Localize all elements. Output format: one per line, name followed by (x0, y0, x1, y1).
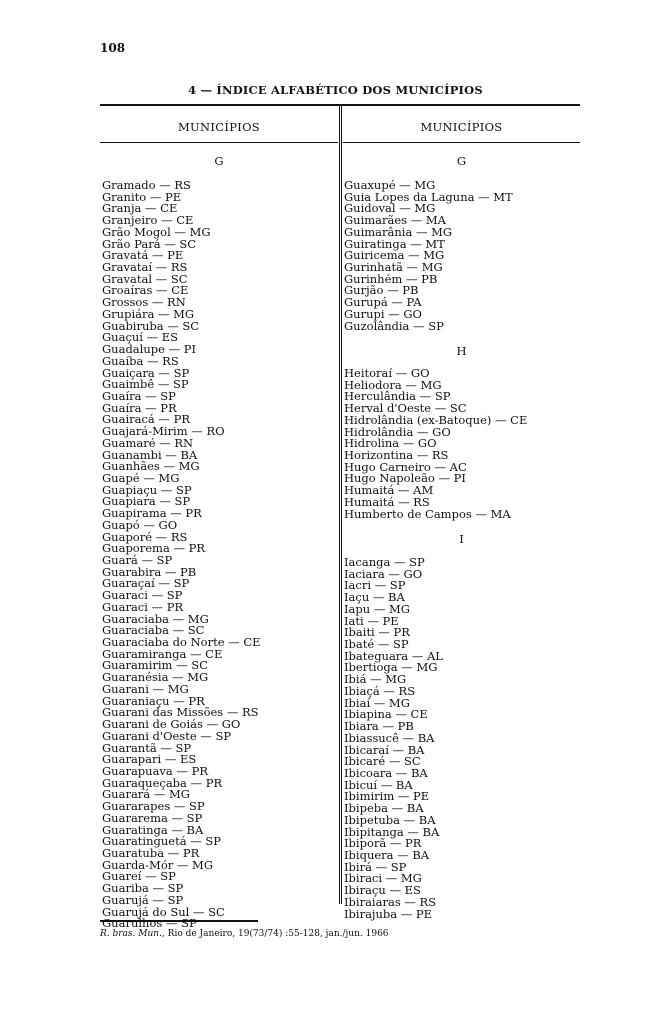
list-item: Guapiara — SP (102, 494, 191, 509)
left-municipality-list (102, 180, 261, 930)
header-rule-left (100, 142, 338, 143)
list-item: Guará — SP (102, 553, 173, 567)
list-item: Ibateguara — AL (344, 648, 443, 663)
list-item: Guimarânia — MG (344, 224, 453, 239)
list-item: Ibipitanga — BA (344, 824, 440, 839)
list-item: Guapiaçu — SP (102, 482, 192, 497)
column-header-left: MUNICÍPIOS (177, 120, 260, 134)
list-item: Horizontina — RS (344, 448, 449, 463)
section-letter-g-left: G (214, 154, 224, 168)
list-item: Guaíra — PR (102, 400, 177, 415)
list-item: Gurinhém — PB (344, 271, 438, 286)
list-item: Guadalupe — PI (102, 342, 197, 357)
section-letter-h: H (456, 344, 467, 358)
list-item: Guaraniaçu — PR (102, 693, 205, 708)
list-item: Humaitá — RS (344, 494, 430, 509)
list-item: Guidoval — MG (344, 201, 436, 216)
list-item: Granja — CE (102, 201, 178, 216)
list-item: Guaraci — SP (102, 588, 183, 603)
list-item: Ibiaçá — RS (344, 683, 416, 698)
column-divider (339, 104, 340, 904)
list-item: Ibirajuba — PE (344, 906, 433, 921)
list-item: Guaramirim — SC (102, 658, 208, 673)
list-item: Ibirá — SP (344, 859, 407, 874)
list-item: Guanhães — MG (102, 459, 200, 474)
list-item: Guararapes — SP (102, 799, 205, 814)
list-item: Grossos — RN (102, 295, 186, 310)
list-item: Guimarães — MA (344, 213, 446, 228)
list-item: Ibicuí — BA (344, 777, 413, 792)
list-item: Humaitá — AM (344, 483, 434, 498)
list-item: Hugo Napoleão — PI (344, 471, 466, 486)
list-item: Guaporé — RS (102, 529, 188, 544)
list-item: Guarani de Goiás — GO (102, 717, 241, 732)
list-item: Iacanga — SP (344, 555, 425, 569)
list-item: Grão Mogol — MG (102, 224, 211, 239)
list-item: Ibicaraí — BA (344, 742, 425, 757)
list-item: Granjeiro — CE (102, 213, 194, 228)
list-item: Grão Pará — SC (102, 236, 197, 251)
list-item: Ibiapina — CE (344, 707, 428, 722)
list-item: Guaraciaba — MG (102, 611, 209, 626)
list-item: Ibiara — PB (344, 719, 414, 734)
list-item: Ibicaré — SC (344, 754, 421, 769)
column-divider-second-line (341, 104, 342, 904)
list-item: Herval d'Oeste — SC (344, 401, 467, 416)
page-number: 108 (100, 41, 126, 55)
list-item: Gravatá — PE (102, 248, 184, 263)
footer-rule (100, 920, 258, 922)
list-item: Guaratinga — BA (102, 822, 204, 837)
list-item: Guiricema — MG (344, 248, 445, 263)
list-item: Guaraqueçaba — PR (102, 775, 223, 790)
list-item: Grupiára — MG (102, 306, 195, 321)
list-item: Guapó — GO (102, 517, 178, 532)
list-item: Guaíra — SP (102, 388, 176, 403)
list-item: Ibiraci — MG (344, 871, 422, 886)
list-item: Guarapuava — PR (102, 763, 208, 778)
list-item: Guaimbê — SP (102, 377, 189, 392)
list-item: Ibimirim — PE (344, 789, 430, 804)
list-item: Hidrolândia (ex-Batoque) — CE (344, 412, 528, 427)
list-item: Ibipetuba — BA (344, 812, 436, 827)
list-item: Guarani — MG (102, 681, 189, 696)
list-item: Ibiaí — MG (344, 695, 410, 710)
list-item: Guarará — MG (102, 787, 190, 802)
list-item: Hidrolândia — GO (344, 424, 451, 439)
header-rule-right (343, 142, 580, 143)
list-item: Guia Lopes da Laguna — MT (344, 189, 513, 204)
list-item: Guapirama — PR (102, 506, 202, 521)
list-item: Iapu — MG (344, 601, 410, 616)
list-item: Guarapari — ES (102, 752, 197, 767)
list-item: Ibertioga — MG (344, 660, 438, 675)
list-item: Guarani d'Oeste — SP (102, 728, 232, 743)
page-title: 4 — ÍNDICE ALFABÉTICO DOS MUNICÍPIOS (188, 83, 483, 97)
list-item: Ibipeba — BA (344, 801, 424, 816)
list-item: Ibiquera — BA (344, 847, 430, 862)
list-item: Humberto de Campos — MA (344, 506, 511, 521)
list-item: Ibiraçu — ES (344, 883, 421, 898)
column-header-right: MUNICÍPIOS (420, 120, 503, 134)
list-item: Guairacá — PR (102, 412, 190, 427)
list-item: Hugo Carneiro — AC (344, 459, 467, 474)
list-item: Iati — PE (344, 613, 399, 628)
list-item: Guaiçara — SP (102, 365, 190, 380)
list-item: Guarabira — PB (102, 564, 197, 579)
list-item: Herculândia — SP (344, 389, 451, 404)
list-item: Guarda-Mór — MG (102, 857, 214, 872)
list-item: Gurupá — PA (344, 295, 422, 310)
list-item: Guaraci — PR (102, 599, 184, 614)
list-item: Gurupi — GO (344, 306, 422, 321)
list-item: Guariba — SP (102, 881, 184, 896)
list-item: Iaciara — GO (344, 566, 423, 581)
right-municipality-list-h (344, 368, 527, 520)
list-item: Ibiassucê — BA (344, 730, 435, 745)
list-item: Guaranésia — MG (102, 670, 209, 685)
list-item: Guaratuba — PR (102, 845, 200, 860)
list-item: Ibicoara — BA (344, 765, 428, 780)
list-item: Heitoraí — GO (344, 366, 430, 380)
footer-citation (100, 929, 389, 939)
list-item: Guamaré — RN (102, 435, 194, 450)
list-item: Guaíba — RS (102, 353, 179, 368)
list-item: Guajará-Mirim — RO (102, 424, 225, 439)
list-item: Guarani das Missões — RS (102, 705, 259, 720)
list-item: Gravataí — RS (102, 260, 188, 275)
list-item: Guarujá — SP (102, 892, 184, 907)
footer-journal: R. bras. Mun., (100, 929, 165, 939)
list-item: Guanambi — BA (102, 447, 198, 462)
list-item: Granito — PE (102, 189, 182, 204)
list-item: Guaxupé — MG (344, 178, 436, 192)
list-item: Guarantã — SP (102, 740, 192, 755)
list-item: Guaraciaba do Norte — CE (102, 635, 261, 650)
section-letter-i: I (459, 532, 464, 546)
list-item: Guapé — MG (102, 470, 180, 485)
list-item: Guarulhos — SP (102, 916, 197, 931)
list-item: Hidrolina — GO (344, 436, 437, 451)
list-item: Ibiraiaras — RS (344, 894, 437, 909)
list-item: Guararema — SP (102, 810, 203, 825)
right-municipality-list-g (344, 180, 513, 332)
list-item: Guabiruba — SC (102, 318, 200, 333)
list-item: Gravatal — SC (102, 271, 188, 286)
list-item: Ibiá — MG (344, 672, 407, 687)
top-rule (100, 104, 580, 106)
list-item: Guzolândia — SP (344, 318, 444, 333)
list-item: Iacri — SP (344, 578, 406, 593)
list-item: Guiratinga — MT (344, 236, 445, 251)
list-item: Guaraciaba — SC (102, 623, 205, 638)
list-item: Guaramiranga — CE (102, 646, 223, 661)
list-item: Guaratinguetá — SP (102, 834, 221, 849)
list-item: Guareí — SP (102, 869, 176, 884)
list-item: Ibaté — SP (344, 637, 409, 652)
list-item: Guarujá do Sul — SC (102, 904, 225, 919)
list-item: Gurinhatã — MG (344, 260, 443, 275)
list-item: Ibiporã — PR (344, 836, 422, 851)
list-item: Iaçu — BA (344, 590, 405, 605)
list-item: Guaraçaí — SP (102, 576, 190, 591)
list-item: Gurjão — PB (344, 283, 419, 298)
section-letter-g-right: G (456, 154, 467, 168)
right-municipality-list-i (344, 557, 443, 920)
list-item: Heliodora — MG (344, 377, 442, 392)
list-item: Gramado — RS (102, 178, 191, 192)
list-item: Guaporema — PR (102, 541, 206, 556)
list-item: Ibaiti — PR (344, 625, 410, 640)
list-item: Guaçuí — ES (102, 330, 179, 345)
list-item: Groaíras — CE (102, 283, 189, 298)
footer-details: Rio de Janeiro, 19(73/74) :55-128, jan./jun. 1966 (164, 929, 389, 939)
